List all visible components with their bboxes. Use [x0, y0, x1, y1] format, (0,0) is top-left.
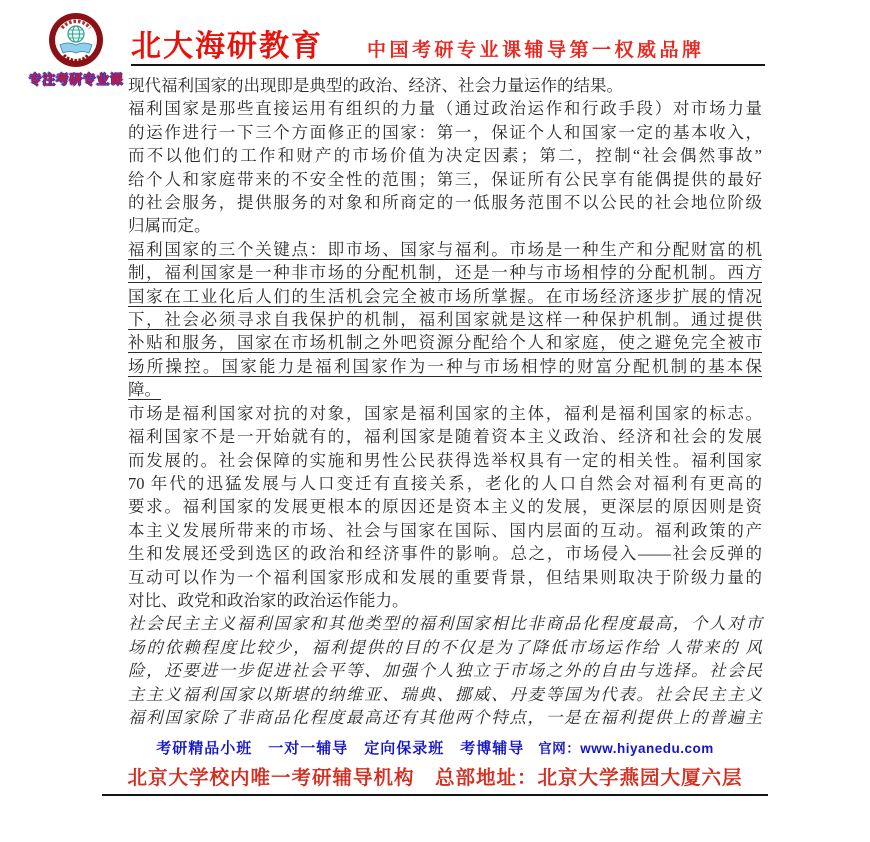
text-line: 国家在工业化后人们的生活机会完全被市场所掌握。在市场经济逐步扩展的情况 — [128, 286, 762, 306]
brand-tagline: 中国考研专业课辅导第一权威品牌 — [367, 40, 705, 61]
text-line: 障。 — [128, 380, 161, 400]
paragraph-italic — [128, 612, 762, 729]
text-line: 给个人和家庭带来的不安全性的范围；第三，保证所有公民享有能偶提供的最好 — [128, 169, 762, 189]
footer-website: 官网：www.hiyanedu.com — [538, 741, 714, 756]
text-line: 的社会服务，提供服务的对象和所商定的一低服务范围不以公民的社会地位阶级 — [128, 193, 762, 213]
text-line: 福利国家是那些直接运用有组织的力量（通过政治运作和行政手段）对市场力量 — [128, 99, 762, 119]
text-line: 对比、政党和政治家的政治运作能力。 — [128, 590, 409, 610]
header — [131, 0, 765, 66]
text-line: 的运作进行一下三个方面修正的国家：第一，保证个人和国家一定的基本收入， — [128, 122, 762, 142]
text-line: 福利国家不是一开始就有的，福利国家是随着资本主义政治、经济和社会的发展 — [128, 427, 762, 447]
document-body — [128, 74, 762, 729]
text-line: 而发展的。社会保障的实施和男性公民获得选举权具有一定的相关性。福利国家 — [128, 450, 762, 470]
text-line: 场的依赖程度比较少，福利提供的目的不仅是为了降低市场运作给 人带来的 风 — [128, 637, 762, 657]
footer — [102, 737, 768, 796]
text-line: 本主义发展所带来的市场、社会与国家在国际、国内层面的互动。福利政策的产 — [128, 520, 762, 540]
paragraph-normal — [128, 97, 762, 237]
text-line: 互动可以作为一个福利国家形成和发展的重要背景，但结果则取决于阶级力量的 — [128, 567, 762, 587]
paragraph-normal — [128, 402, 762, 613]
logo-caption: 专注考研专业课 — [28, 72, 124, 87]
footer-org-line: 北京大学校内唯一考研辅导机构 总部地址：北京大学燕园大厦六层 — [102, 762, 768, 796]
text-line: 险，还要进一步促进社会平等、加强个人独立于市场之外的自由与选择。社会民 — [128, 661, 762, 681]
text-line: 制，福利国家是一种非市场的分配机制，还是一种与市场相悖的分配机制。西方 — [128, 263, 762, 283]
paragraph-underline — [128, 238, 762, 402]
text-line: 福利国家除了非商品化程度最高还有其他两个特点，一是在福利提供上的普遍主 — [128, 707, 762, 727]
text-line: 归属而定。 — [128, 216, 211, 236]
logo-block — [26, 12, 126, 88]
text-line: 场所操控。国家能力是福利国家作为一种与市场相悖的财富分配机制的基本保 — [128, 356, 762, 376]
text-line: 市场是福利国家对抗的对象，国家是福利国家的主体，福利是福利国家的标志。 — [128, 403, 762, 423]
text-line: 下，社会必须寻求自我保护的机制，福利国家就是这样一种保护机制。通过提供 — [128, 310, 762, 330]
text-line: 福利国家的三个关键点：即市场、国家与福利。市场是一种生产和分配财富的机 — [128, 239, 762, 259]
text-line: 要求。福利国家的发展更根本的原因还是资本主义的发展，更深层的原因则是资 — [128, 497, 762, 517]
text-line: 生和发展还受到选区的政治和经济事件的影响。总之，市场侵入——社会反弹的 — [128, 544, 762, 564]
brand-title: 北大海研教育 — [131, 30, 323, 63]
paragraph-normal — [128, 74, 762, 97]
text-line: 现代福利国家的出现即是典型的政治、经济、社会力量运作的结果。 — [128, 76, 623, 95]
text-line: 而不以他们的工作和财产的市场价值为决定因素；第二，控制“社会偶然事故” — [128, 146, 762, 166]
text-line: 主主义福利国家以斯堪的纳维亚、瑞典、挪威、丹麦等国为代表。社会民主主义 — [128, 684, 762, 704]
footer-services: 考研精品小班 一对一辅导 定向保录班 考博辅导 — [156, 740, 525, 757]
text-line: 补贴和服务，国家在市场机制之外吧资源分配给个人和家庭，使之避免完全被市 — [128, 333, 762, 353]
school-emblem-icon — [42, 12, 110, 70]
text-line: 社会民主主义福利国家和其他类型的福利国家相比非商品化程度最高，个人对市 — [128, 614, 762, 634]
text-line: 70 年代的迅猛发展与人口变迁有直接关系，老化的人口自然会对福利有更高的 — [128, 473, 762, 493]
